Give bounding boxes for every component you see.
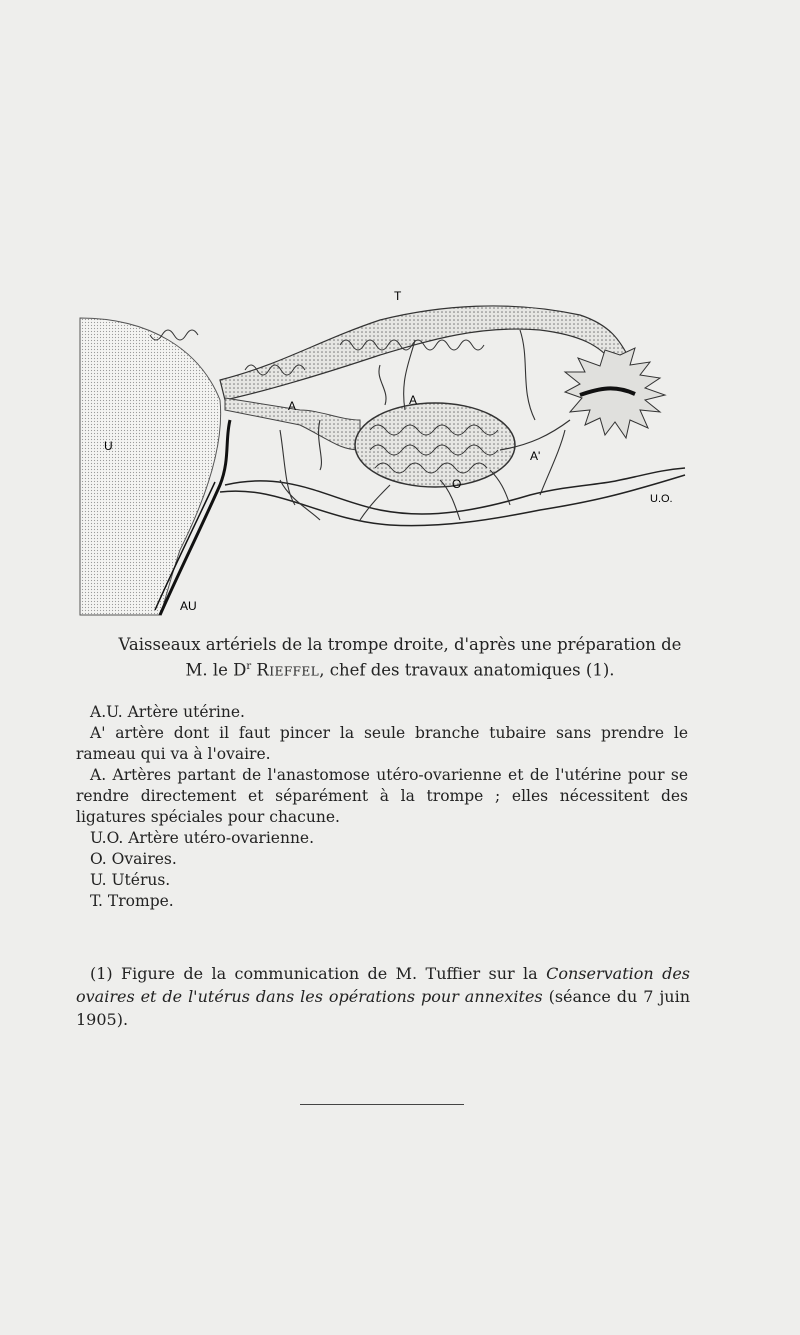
anatomical-figure — [60, 270, 720, 630]
legend-item: A' artère dont il faut pincer la seule branche tubaire sans prendre le rameau qui va à l'ovaire. — [76, 724, 688, 763]
closing-rule — [300, 1104, 464, 1105]
fallopian-tube — [220, 306, 630, 400]
label-AU: AU — [180, 599, 197, 613]
label-A-prime: A' — [530, 449, 541, 463]
legend-item: A. Artères partant de l'anastomose utéro-ovarienne et de l'utérine pour se rendre directement et séparément à la trompe ; elles nécessitent des ligatures spéciales pour chacune. — [76, 766, 688, 826]
legend-item: A.U. Artère utérine. — [90, 703, 245, 721]
label-A-mid: A — [409, 393, 418, 407]
label-O: O — [452, 477, 462, 491]
figure-legend — [76, 702, 688, 912]
label-UO: U.O. — [650, 493, 673, 505]
caption-line-2: M. le $D^r$ Rieffel, chef des travaux anatomiques (1). — [185, 660, 615, 680]
tube-arteries-illustration — [60, 270, 720, 630]
legend-item: O. Ovaires. — [90, 850, 177, 868]
label-T: T — [394, 289, 402, 303]
label-U: U — [104, 439, 113, 453]
legend-item: U. Utérus. — [90, 871, 171, 889]
footnote: (1) Figure de la communication de M. Tuffier sur la Conservation des ovaires et de l'utérus dans les opérations pour annexites (séance du 7 juin 1905). — [76, 964, 691, 1029]
legend-item: U.O. Artère utéro-ovarienne. — [90, 829, 315, 847]
figure-caption — [100, 634, 700, 682]
legend-item: T. Trompe. — [90, 892, 174, 910]
uterus-shape — [80, 318, 221, 615]
label-A-left: A — [288, 399, 297, 413]
caption-line-1: Vaisseaux artériels de la trompe droite, d'après une préparation de — [118, 635, 682, 654]
